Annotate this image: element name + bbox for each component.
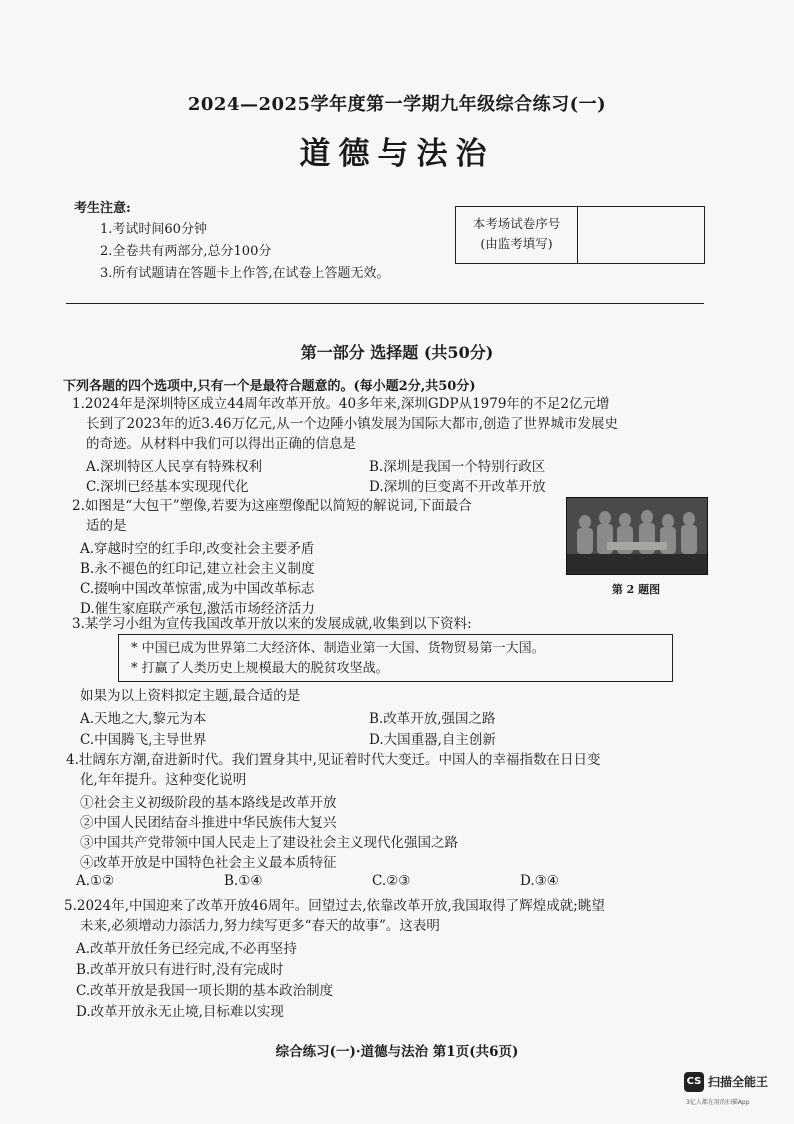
- q4-statement: ④改革开放是中国特色社会主义最本质特征: [80, 855, 337, 871]
- q4-statement: ②中国人民团结奋斗推进中华民族伟大复兴: [80, 815, 337, 831]
- q4-option-c: C.②③: [372, 873, 411, 889]
- q3-material-box: [118, 634, 673, 682]
- watermark-tagline: 3亿人都在用的扫描App: [686, 1099, 750, 1106]
- q4-line: 化,年年提升。这种变化说明: [80, 772, 247, 788]
- statue-photo: [566, 497, 708, 575]
- q2-option-d: D.催生家庭联产承包,激活市场经济活力: [80, 601, 315, 617]
- figure-caption: 第 2 题图: [611, 583, 661, 596]
- seat-label-line1: 本考场试卷序号: [472, 216, 561, 231]
- q5-option-a: A.改革开放任务已经完成,不必再坚持: [76, 941, 297, 957]
- q3-line: 3.某学习小组为宣传我国改革开放以来的发展成就,收集到以下资料:: [72, 616, 472, 632]
- seat-number-label: [456, 207, 578, 263]
- q5-option-b: B.改革开放只有进行时,没有完成时: [76, 962, 284, 978]
- seat-label-line2: (由监考填写): [480, 236, 553, 251]
- q3-option-b: B.改革开放,强国之路: [369, 711, 496, 727]
- q2-option-a: A.穿越时空的红手印,改变社会主要矛盾: [80, 541, 315, 557]
- statue-photo-image: [567, 498, 707, 574]
- q3-prompt: 如果为以上资料拟定主题,最合适的是: [80, 688, 301, 704]
- q4-option-d: D.③④: [520, 873, 559, 889]
- q4-statement: ①社会主义初级阶段的基本路线是改革开放: [80, 795, 337, 811]
- q5-line: 未来,必须增动力添活力,努力续写更多“春天的故事”。这表明: [80, 918, 440, 934]
- q1-option-a: A.深圳特区人民享有特殊权利: [86, 459, 263, 475]
- page-footer: 综合练习(一)·道德与法治 第1页(共6页): [275, 1044, 519, 1060]
- q5-line: 5.2024年,中国迎来了改革开放46周年。回望过去,依靠改革开放,我国取得了辉煌成就;眺望: [64, 898, 605, 914]
- camscanner-logo-icon: CS: [684, 1072, 704, 1092]
- part1-title: 第一部分 选择题 (共50分): [300, 343, 494, 362]
- q1-line: 长到了2023年的近3.46万亿元,从一个边陲小镇发展为国际大都市,创造了世界城市发展史: [86, 416, 618, 432]
- watermark-name: 扫描全能王: [708, 1075, 769, 1089]
- q1-option-d: D.深圳的巨变离不开改革开放: [369, 479, 546, 495]
- q1-line: 1.2024年是深圳特区成立44周年改革开放。40多年来,深圳GDP从1979年的不足2亿元增: [72, 396, 610, 412]
- q1-option-b: B.深圳是我国一个特别行政区: [369, 459, 546, 475]
- q5-option-c: C.改革开放是我国一项长期的基本政治制度: [76, 983, 334, 999]
- exam-title: 2024—2025学年度第一学期九年级综合练习(一): [187, 94, 607, 115]
- part1-instruction: 下列各题的四个选项中,只有一个是最符合题意的。(每小题2分,共50分): [63, 379, 476, 394]
- q2-option-b: B.永不褪色的红印记,建立社会主义制度: [80, 561, 315, 577]
- note-item: 3.所有试题请在答题卡上作答,在试卷上答题无效。: [100, 266, 390, 281]
- q4-line: 4.壮阔东方潮,奋进新时代。我们置身其中,见证着时代大变迁。中国人的幸福指数在日日变: [66, 752, 601, 768]
- q4-option-a: A.①②: [76, 873, 115, 889]
- q3-material-item: * 打赢了人类历史上规模最大的脱贫攻坚战。: [131, 661, 389, 676]
- q3-option-d: D.大国重器,自主创新: [369, 732, 496, 748]
- notes-heading: 考生注意:: [74, 201, 131, 216]
- q3-option-c: C.中国腾飞,主导世界: [80, 732, 207, 748]
- subject-title: 道德与法治: [299, 136, 495, 172]
- q3-material-item: * 中国已成为世界第二大经济体、制造业第一大国、货物贸易第一大国。: [131, 641, 545, 656]
- q4-statement: ③中国共产党带领中国人民走上了建设社会主义现代化强国之路: [80, 835, 458, 851]
- divider-line: [66, 303, 704, 304]
- q4-option-b: B.①④: [224, 873, 263, 889]
- q2-line: 2.如图是“大包干”塑像,若要为这座塑像配以简短的解说词,下面最合: [72, 498, 472, 514]
- q1-option-c: C.深圳已经基本实现现代化: [86, 479, 249, 495]
- q1-line: 的奇迹。从材料中我们可以得出正确的信息是: [86, 436, 356, 452]
- q5-option-d: D.改革开放永无止境,目标难以实现: [76, 1004, 284, 1020]
- seat-number-box: [455, 206, 705, 264]
- q3-option-a: A.天地之大,黎元为本: [80, 711, 207, 727]
- note-item: 1.考试时间60分钟: [100, 222, 207, 237]
- note-item: 2.全卷共有两部分,总分100分: [100, 244, 272, 259]
- q2-line: 适的是: [86, 518, 127, 534]
- q2-option-c: C.掇响中国改革惊雷,成为中国改革标志: [80, 581, 315, 597]
